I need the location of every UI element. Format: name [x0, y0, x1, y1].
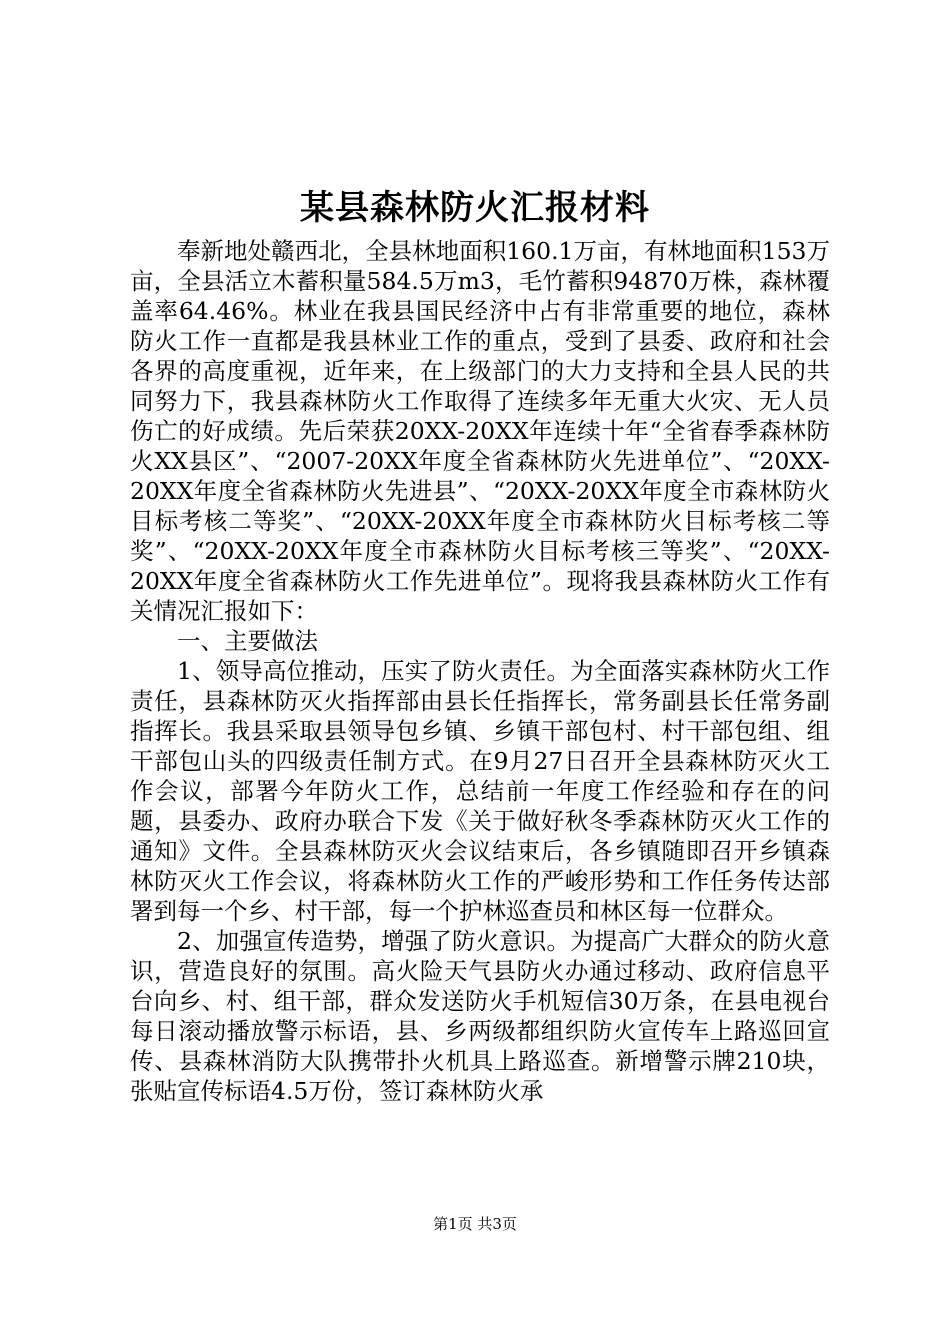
paragraph-leadership: 1、领导高位推动，压实了防火责任。为全面落实森林防火工作责任，县森林防灭火指挥部由县长任指挥长，常务副县长任常务副指挥长。我县采取县领导包乡镇、乡镇干部包村、村干部包组、组干部包山头的四级责任制方式。在9月27日召开全县森林防灭火工作会议，部署今年防火工作，总结前一年度工作经验和存在的问题，县委办、政府办联合下发《关于做好秋冬季森林防灭火工作的通知》文件。全县森林防灭火会议结束后，各乡镇随即召开乡镇森林防灭火工作会议，将森林防火工作的严峻形势和工作任务传达部署到每一个乡、村干部，每一个护林巡查员和林区每一位群众。 [130, 657, 830, 925]
section-heading-main-practices: 一、主要做法 [177, 627, 318, 655]
paragraph-publicity: 2、加强宣传造势，增强了防火意识。为提高广大群众的防火意识，营造良好的氛围。高火险天气县防火办通过移动、政府信息平台向乡、村、组干部，群众发送防火手机短信30万条，在县电视台每日滚动播放警示标语，县、乡两级都组织防火宣传车上路巡回宣传、县森林消防大队携带扑火机具上路巡查。新增警示牌210块，张贴宣传标语4.5万份，签订森林防火承 [130, 927, 830, 1105]
page-footer: 第1页 共3页 [433, 1215, 517, 1233]
paragraph-intro: 奉新地处赣西北，全县林地面积160.1万亩，有林地面积153万亩，全县活立木蓄积量584.5万m3，毛竹蓄积94870万株，森林覆盖率64.46%。林业在我县国民经济中占有非常重要的地位，森林防火工作一直都是我县林业工作的重点，受到了县委、政府和社会各界的高度重视，近年来，在上级部门的大力支持和全县人民的共同努力下，我县森林防火工作取得了连续多年无重大火灾、无人员伤亡的好成绩。先后荣获20XX-20XX年连续十年“全省春季森林防火XX县区”、“2007-20XX年度全省森林防火先进单位”、“20XX-20XX年度全省森林防火先进县”、“20XX-20XX年度全市森林防火目标考核二等奖”、“20XX-20XX年度全市森林防火目标考核二等奖”、“20XX-20XX年度全市森林防火目标考核三等奖”、“20XX-20XX年度全省森林防火工作先进单位”。现将我县森林防火工作有关情况汇报如下： [130, 237, 830, 625]
document-title: 某县森林防火汇报材料 [300, 188, 650, 228]
document-body [130, 236, 830, 1106]
